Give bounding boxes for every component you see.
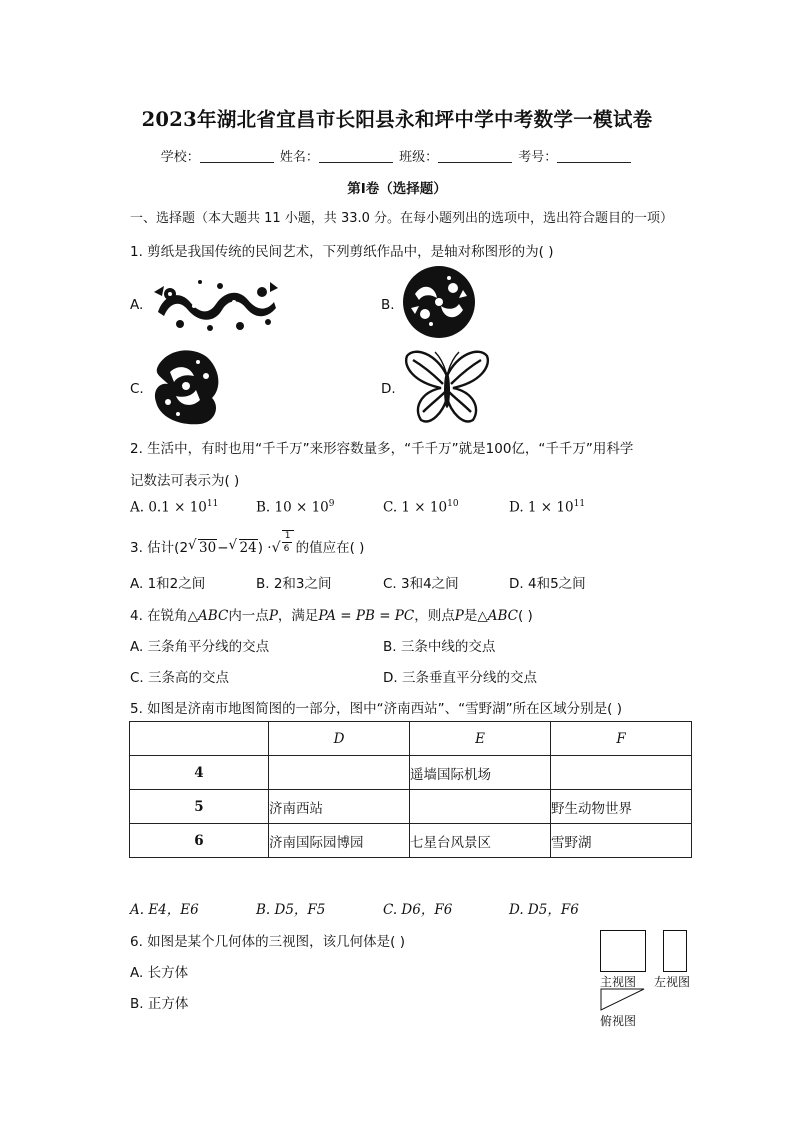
q2-option-a-exponent: 11 bbox=[206, 499, 219, 509]
q6-option-a: A. 长方体 bbox=[130, 965, 189, 981]
q2-option-c bbox=[383, 499, 459, 516]
table-cell: 5 bbox=[130, 790, 269, 824]
class-label: 班级： bbox=[399, 150, 439, 165]
exam-no-label: 考号： bbox=[518, 150, 558, 165]
table-header-row bbox=[130, 722, 692, 756]
q2-option-b-base: B. 10 × 10 bbox=[256, 499, 329, 516]
q4-stem-a: 4. 在锐角 bbox=[130, 608, 188, 624]
q1-stem: 1. 剪纸是我国传统的民间艺术，下列剪纸作品中，是轴对称图形的为( ) bbox=[130, 244, 554, 260]
q5-option-b: B. D5，F5 bbox=[256, 902, 326, 918]
table-cell bbox=[410, 790, 551, 824]
q4-option-c: C. 三条高的交点 bbox=[130, 670, 230, 686]
q5-stem: 5. 如图是济南市地图简图的一部分，图中“济南西站”、“雪野湖”所在区域分别是( ) bbox=[130, 701, 622, 717]
q2-stem-line2: 记数法可表示为( ) bbox=[130, 473, 240, 489]
student-info bbox=[0, 146, 794, 165]
q5-option-c: C. D6，F6 bbox=[383, 902, 453, 918]
top-view-triangle bbox=[600, 988, 646, 1012]
q4-triangle-2: △ABC bbox=[477, 608, 518, 624]
q1-option-b-label: B. bbox=[381, 297, 395, 313]
q2-option-d-base: D. 1 × 10 bbox=[509, 499, 574, 516]
q3-fraction-numerator: 1 bbox=[282, 530, 294, 541]
q3-sqrt-fraction: √ 1 6 bbox=[280, 536, 296, 560]
q1-option-d-label: D. bbox=[381, 381, 396, 397]
school-label: 学校： bbox=[160, 150, 200, 165]
q6-stem: 6. 如图是某个几何体的三视图，该几何体是( ) bbox=[130, 934, 405, 950]
q1-option-a-label: A. bbox=[130, 297, 144, 313]
name-label: 姓名： bbox=[279, 150, 319, 165]
school-blank[interactable] bbox=[200, 150, 274, 163]
class-blank[interactable] bbox=[438, 150, 512, 163]
q3-radicand-1: 30 bbox=[199, 540, 217, 556]
table-header-cell bbox=[130, 722, 269, 756]
q3-stem-post: 的值应在( ) bbox=[295, 540, 365, 556]
q3-sqrt-30: √ 30 bbox=[188, 537, 217, 556]
part-title: 第Ⅰ卷（选择题） bbox=[347, 181, 447, 197]
table-cell: 野生动物世界 bbox=[551, 790, 692, 824]
q2-option-a-base: A. 0.1 × 10 bbox=[130, 499, 207, 516]
q5-option-d: D. D5，F6 bbox=[509, 902, 579, 918]
swirl-papercut-image bbox=[150, 346, 224, 426]
map-grid-table bbox=[129, 721, 692, 858]
q3-radicand-2: 24 bbox=[239, 540, 257, 556]
q3-option-a: A. 1和2之间 bbox=[130, 576, 206, 592]
table-cell bbox=[551, 756, 692, 790]
q4-option-d: D. 三条垂直平分线的交点 bbox=[383, 670, 537, 686]
q4-stem-c: ，满足 bbox=[277, 608, 319, 624]
side-view-label: 左视图 bbox=[654, 975, 691, 989]
q4-option-b: B. 三条中线的交点 bbox=[383, 639, 496, 655]
table-cell bbox=[269, 756, 410, 790]
table-cell: 济南国际园博园 bbox=[269, 824, 410, 858]
table-header-cell: F bbox=[551, 722, 692, 756]
q3-dot: ) · bbox=[257, 540, 272, 556]
table-cell: 济南西站 bbox=[269, 790, 410, 824]
table-row bbox=[130, 756, 692, 790]
q1-option-c-label: C. bbox=[130, 381, 144, 397]
q3-stem-pre: 3. 估计(2 bbox=[130, 540, 189, 556]
q4-stem-d: ，则点 bbox=[414, 608, 455, 624]
round-papercut-image bbox=[401, 264, 477, 340]
table-row bbox=[130, 790, 692, 824]
page-title: 2023年湖北省宜昌市长阳县永和坪中学中考数学一模试卷 bbox=[141, 108, 653, 131]
name-blank[interactable] bbox=[319, 150, 393, 163]
table-cell: 雪野湖 bbox=[551, 824, 692, 858]
front-view-rect bbox=[600, 930, 646, 972]
q4-triangle-1: △ABC bbox=[187, 608, 229, 624]
q2-option-b-exponent: 9 bbox=[328, 499, 335, 509]
table-header-cell: D bbox=[269, 722, 410, 756]
side-view-rect bbox=[663, 930, 687, 972]
butterfly-papercut-image bbox=[401, 348, 493, 426]
q3-minus: − bbox=[217, 540, 229, 556]
q4-equation: PA = PB = PC bbox=[318, 608, 415, 624]
table-row bbox=[130, 824, 692, 858]
q2-option-d bbox=[509, 499, 585, 516]
q3-option-c: C. 3和4之间 bbox=[383, 576, 459, 592]
table-cell: 七星台风景区 bbox=[410, 824, 551, 858]
q3-fraction-denominator: 6 bbox=[283, 544, 290, 554]
table-cell: 6 bbox=[130, 824, 269, 858]
dragon-papercut-image bbox=[150, 272, 282, 334]
q4-stem-e: 是 bbox=[463, 608, 478, 624]
front-view-label: 主视图 bbox=[600, 975, 637, 989]
q4-point-p-1: P bbox=[268, 608, 278, 624]
q6-option-b: B. 正方体 bbox=[130, 996, 189, 1012]
q4-stem-f: ( ) bbox=[517, 608, 533, 624]
q2-option-c-exponent: 10 bbox=[447, 499, 459, 509]
q2-option-b bbox=[256, 499, 335, 516]
table-cell: 遥墙国际机场 bbox=[410, 756, 551, 790]
q4-point-p-2: P bbox=[454, 608, 464, 624]
table-header-cell: E bbox=[410, 722, 551, 756]
q4-stem bbox=[130, 604, 533, 624]
q3-stem bbox=[130, 531, 365, 560]
q5-option-a: A. E4，E6 bbox=[130, 902, 199, 918]
q3-option-b: B. 2和3之间 bbox=[256, 576, 332, 592]
q3-sqrt-24: √ 24 bbox=[228, 537, 257, 556]
q2-option-a bbox=[130, 499, 218, 516]
q2-option-c-base: C. 1 × 10 bbox=[383, 499, 448, 516]
q3-option-d: D. 4和5之间 bbox=[509, 576, 586, 592]
q2-stem-line1: 2. 生活中，有时也用“千千万”来形容数量多，“千千万”就是100亿，“千千万”用科学 bbox=[130, 441, 634, 457]
q2-option-d-exponent: 11 bbox=[573, 499, 586, 509]
q4-stem-b: 内一点 bbox=[228, 608, 269, 624]
section-heading: 一、选择题（本大题共 11 小题，共 33.0 分。在每小题列出的选项中，选出符合题目的一项） bbox=[130, 211, 674, 226]
q4-option-a: A. 三条角平分线的交点 bbox=[130, 639, 270, 655]
exam-no-blank[interactable] bbox=[557, 150, 631, 163]
table-cell: 4 bbox=[130, 756, 269, 790]
top-view-label: 俯视图 bbox=[600, 1014, 637, 1028]
